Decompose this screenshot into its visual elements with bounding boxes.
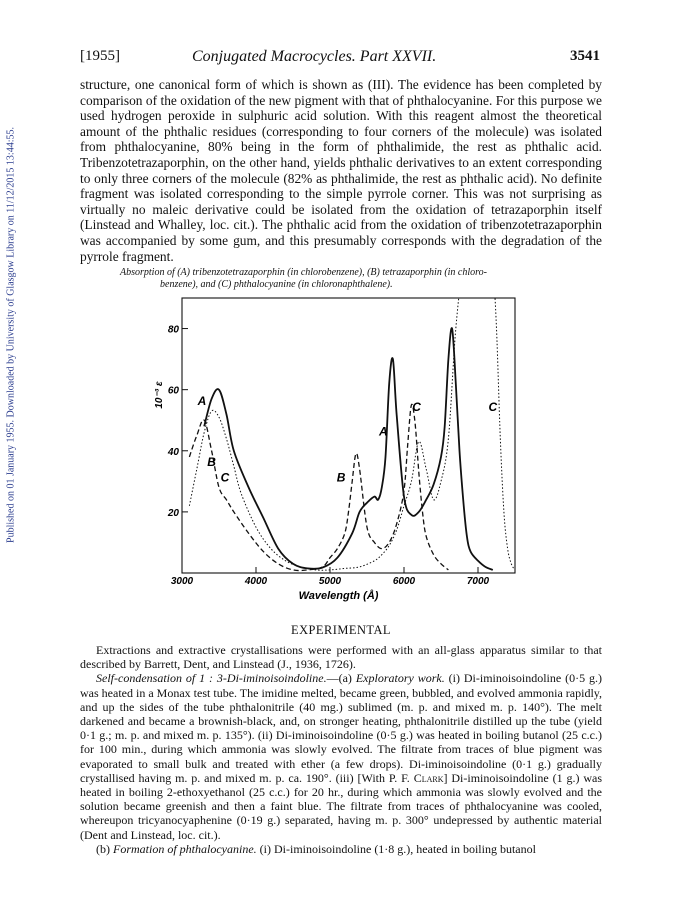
exp-p2-title: Self-condensation of 1 : 3-Di-iminoisoindoline. [96, 671, 327, 686]
y-tick-label: 40 [167, 446, 179, 458]
section-heading: EXPERIMENTAL [291, 623, 391, 637]
exp-p3-label: (b) [96, 841, 110, 856]
chart-axes [154, 298, 515, 602]
absorption-chart [150, 290, 530, 610]
curve-label-c: C [220, 470, 230, 485]
page-header [80, 48, 600, 70]
curve-label-a: A [378, 424, 388, 439]
header-title: Conjugated Macrocycles. Part XXVII. [192, 48, 437, 65]
header-page-number: 3541 [570, 48, 600, 64]
y-axis-label: 10⁻³ ε [154, 381, 165, 409]
x-tick-label: 3000 [170, 576, 194, 587]
x-tick-label: 6000 [392, 576, 416, 587]
exp-p2-clark: Clark [413, 770, 444, 785]
x-tick-label: 5000 [318, 576, 342, 587]
x-tick-label: 7000 [466, 576, 490, 587]
chart-curves [189, 290, 515, 571]
curve-label-c: C [412, 400, 421, 415]
exp-p2-sub: Exploratory work. [355, 671, 445, 686]
x-tick-label: 4000 [244, 576, 268, 587]
exp-p3-title: Formation of phthalocyanine. [113, 841, 257, 856]
exp-p2-text-a: (i) Di-iminoisoindoline (0·5 g.) was heated in a Monax test tube. The imidine melted, became green, bubbled, and evolved ammonia rapidly, and up the sides of the tube phthalonitrile (40 mg.) sublimed (m. p. and mixed m. p. 140°). The melt darkened and became a brownish-black, and, on stronger heating, phthalonitrile distilled up the tube (yield 0·1 g.; m. p. and mixed m. p. 135°). (ii) Di-iminoisoindoline (0·5 g.) was heated in boiling butanol (25 c.c.) for 100 min., during which ammonia was slowly evolved. The filtrate from traces of blue pigment was evaporated to small bulk and treated with ether (a few drops). Di-iminoisoindoline (0·1 g.) gradually crystallised having m. p. and mixed m. p. ca. 190°. (iii) [With P. F. [80, 671, 602, 785]
curve-label-c: C [488, 400, 498, 415]
caption-line-1: Absorption of (A) tribenzotetrazaporphin (in chlorobenzene), (B) tetrazaporphin (in chloro- [120, 267, 487, 278]
y-tick-label: 80 [167, 324, 179, 336]
exp-paragraph-2: Self-condensation of 1 : 3-Di-iminoisoindoline.—(a) Exploratory work. (i) Di-iminoisoindoline (0·5 g.) was heated in a Monax test tube. The imidine melted, became green, bubbled, and evolved ammonia rapidly, and up the sides of the tube phthalonitrile (40 mg.) sublimed (m. p. and mixed m. p. 140°). The melt darkened and became a brownish-black, and, on stronger heating, phthalonitrile distilled up the tube (yield 0·1 g.; m. p. and mixed m. p. 135°). (ii) Di-iminoisoindoline (0·5 g.) was heated in boiling butanol (25 c.c.) for 100 min., during which ammonia was slowly evolved. The filtrate from traces of blue pigment was evaporated to small bulk and treated with ether (a few drops). Di-iminoisoindoline (0·1 g.) gradually crystallised having m. p. and mixed m. p. ca. 190°. (iii) [With P. F. Clark] Di-iminoisoindoline (1 g.) was heated in boiling 2-ethoxyethanol (25 c.c.) for 20 hr., during which ammonia was slowly evolved and the solution became greenish and then a faint blue. The filtrate from traces of phthalocyanine was cooled, whereupon tricyanocyaphenine (0·19 g.) separated, having m. p. 300° undepressed by authentic material (Dent and Linstead, loc. cit.). [80, 671, 603, 842]
figure-caption [120, 267, 560, 290]
exp-paragraph-1: Extractions and extractive crystallisations were performed with an all-glass apparatus similar to that described by Barrett, Dent, and Linstead (J., 1936, 1726). [80, 643, 602, 672]
sidebar-watermark[interactable] [0, 100, 22, 570]
caption-line-2: benzene), and (C) phthalocyanine (in chloronaphthalene). [160, 278, 393, 290]
intro-paragraph: structure, one canonical form of which is shown as (III). The evidence has been completed by comparison of the oxidation of the new pigment with that of phthalocyanine. For this purpose we used hydrogen peroxide in sulphuric acid solution. With this reagent almost the theoretical amount of the phthalic residues (corresponding to four corners of the molecule) was isolated from phthalocyanine, 80% being in the form of phthalimide, the rest as phthalic acid. Tribenzotetrazaporphin, on the other hand, yields phthalic derivatives to an extent corresponding to only three corners of the molecule (82% as phthalimide, the rest as phthalic acid). No definite fragment was isolated corresponding to the simple pyrrole corner. This was not surprising as virtually no maleic derivative could be isolated from the oxidation of tetrazaporphin itself (Linstead and Whalley, loc. cit.). The phthalic acid from the oxidation of tribenzotetrazaporphin was accompanied by some gum, and this presumably corresponds with the degradation of the pyrrole fragment. [80, 77, 602, 264]
curve-label-b: B [336, 470, 346, 485]
y-tick-label: 20 [167, 507, 179, 519]
x-axis-label: Wavelength (Å) [298, 590, 379, 602]
header-year: [1955] [80, 48, 120, 64]
absorption-figure [150, 290, 530, 610]
plot-frame [182, 298, 515, 573]
y-tick-label: 60 [167, 385, 179, 397]
watermark-text[interactable]: Published on 01 January 1955. Downloaded by University of Glasgow Library on 11/12/2015 13:44:55. [5, 127, 17, 543]
curve-a [204, 328, 493, 570]
experimental-body [80, 643, 602, 856]
exp-p2-text-b: ] Di-iminoisoindoline (1 g.) was heated in boiling 2-ethoxyethanol (25 c.c.) for 20 hr., during which ammonia was slowly evolved and the solution became greenish and then a faint blue. The filtrate from traces of phthalocyanine was cooled, whereupon tricyanocyaphenine (0·19 g.) separated, having m. p. 300° undepressed by authentic material (Dent and Linstead, loc. cit.). [80, 770, 603, 842]
exp-paragraph-3 [80, 842, 602, 856]
curve-label-b: B [207, 455, 216, 470]
exp-p3-text: (i) Di-iminoisoindoline (1·8 g.), heated in boiling butanol [259, 841, 536, 856]
curve-label-a: A [197, 393, 207, 408]
